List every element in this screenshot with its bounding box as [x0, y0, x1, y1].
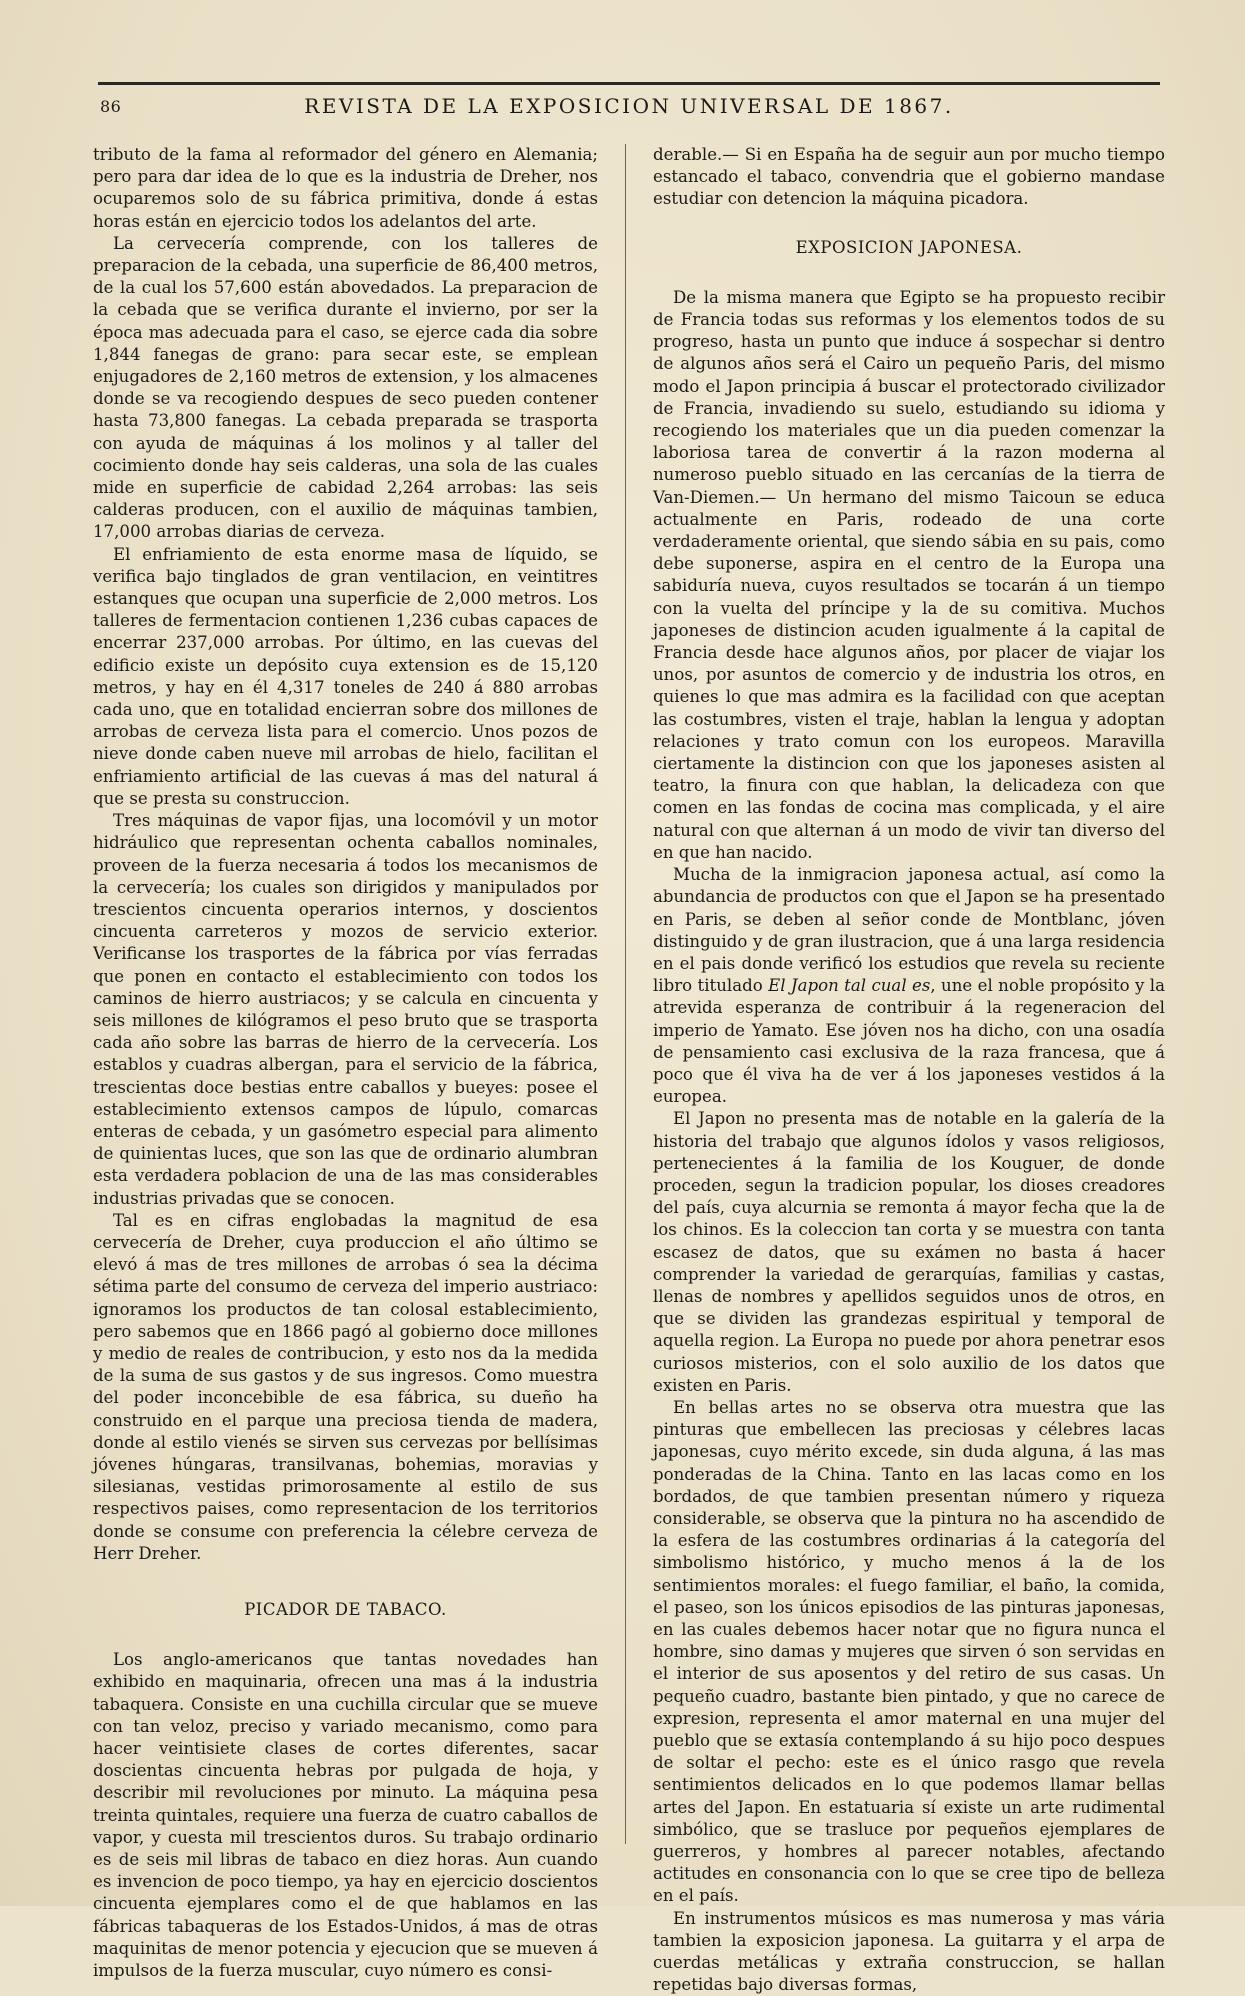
paragraph: En bellas artes no se observa otra muestra que las pinturas que embellecen las preciosas y célebres lacas japonesas, cuyo mérito excede, sin duda alguna, á las mas ponderadas de la China. Tanto en las lacas como en los bordados, de que tambien presentan número y riqueza considerable, se observa que la pintura no ha ascendido de la esfera de las costumbres ordinarias á la categoría del simbolismo histórico, y mucho menos á la de los sentimientos morales: el fuego familiar, el baño, la comida, el paseo, son los únicos episodios de las pinturas japonesas, en las cuales debemos hacer notar que no figura nunca el hombre, sino damas y mujeres que sirven ó son servidas en el interior de sus aposentos y del retiro de sus casas. Un pequeño cuadro, bastante bien pintado, y que no carece de expresion, representa el amor maternal en una mujer del pueblo que se extasía contemplando á su hijo poco despues de soltar el pecho: este es el único rasgo que revela sentimientos delicados en lo que podemos llamar bellas artes del Japon. En estatuaria sí existe un arte rudimental simbólico, que se trasluce por pequeños ejemplares de guerreros, y hombres al parecer notables, afectando actitudes en consonancia con lo que se cree tipo de belleza en el país. — [653, 1397, 1165, 1906]
page-number: 86 — [100, 97, 122, 116]
paragraph: derable.— Si en España ha de seguir aun por mucho tiempo estancado el tabaco, convendria que el gobierno mandase estudiar con detencion la máquina picadora. — [653, 145, 1165, 209]
paragraph: Tres máquinas de vapor fijas, una locomóvil y un motor hidráulico que representan ochenta caballos nominales, proveen de la fuerza necesaria á todos los mecanismos de la cervecería; los cuales son dirigidos y manipulados por trescientos cincuenta operarios internos, y doscientos cincuenta carreteros y mozos de servicio exterior. Verificanse los trasportes de la fábrica por vías ferradas que ponen en contacto el establecimiento con todos los caminos de hierro austriacos; y se calcula en cincuenta y seis millones de kilógramos el peso bruto que se trasporta cada año sobre las barras de hierro de la cervecería. Los establos y cuadras albergan, para el servicio de la fábrica, trescientas doce bestias entre caballos y bueyes: posee el establecimiento extensos campos de lúpulo, comarcas enteras de cebada, y un gasómetro especial para alimento de quinientas luces, que son las que de ordinario alumbran esta verdadera poblacion de una de las mas considerables industrias privadas que se conocen. — [93, 811, 598, 1208]
paragraph: En instrumentos músicos es mas numerosa y mas vária tambien la exposicion japonesa. La guitarra y el arpa de cuerdas metálicas y extraña construccion, se hallan repetidas bajo diversas formas, — [653, 1908, 1165, 1995]
paragraph: El Japon no presenta mas de notable en la galería de la historia del trabajo que algunos ídolos y vasos religiosos, pertenecientes á la familia de los Kouguer, de donde proceden, segun la tradicion popular, los dioses creadores del país, cuya alcurnia se remonta á mayor fecha que la de los chinos. Es la coleccion tan corta y se muestra con tanta escasez de datos, que su exámen no basta á hacer comprender la variedad de gerarquías, familias y castas, llenas de nombres y apellidos seguidos unos de otros, en que se dividen las grandezas espiritual y temporal de aquella region. La Europa no puede por ahora penetrar esos curiosos misterios, con el solo auxilio de los datos que existen en Paris. — [653, 1109, 1165, 1395]
paragraph: De la misma manera que Egipto se ha propuesto recibir de Francia todas sus reformas y los elementos todos de su progreso, hasta un punto que induce á sospechar si dentro de algunos años será el Cairo un pequeño Paris, del mismo modo el Japon principia á buscar el protectorado civilizador de Francia, invadiendo su suelo, estudiando su idioma y recogiendo los materiales que un dia pueden comenzar la laboriosa tarea de convertir á la razon moderna al numeroso pueblo situado en las cercanías de la tierra de Van-Diemen.— Un hermano del mismo Taicoun se educa actualmente en Paris, rodeado de una corte verdaderamente oriental, que siendo sábia en su pais, como debe suponerse, aspira en el centro de la Europa una sabiduría nueva, cuyos resultados se tocarán á un tiempo con la vuelta del príncipe y la de su comitiva. Muchos japoneses de distincion acuden igualmente á la capital de Francia desde hace algunos años, por placer de viajar los unos, por asuntos de comercio y de industria los otros, en quienes lo que mas admira es la facilidad con que aceptan las costumbres, visten el traje, hablan la lengua y adoptan relaciones y trato comun con los europeos. Maravilla ciertamente la distincion con que los japoneses asisten al teatro, la finura con que hablan, la delicadeza con que comen en las fondas de cocina mas complicada, y el aire natural con que alternan á un modo de vivir tan diverso del en que han nacido. — [653, 287, 1165, 862]
book-title: El Japon tal cual es — [768, 976, 931, 996]
column-divider — [625, 144, 626, 1844]
paragraph: Los anglo-americanos que tantas novedades han exhibido en maquinaria, ofrecen una mas á la industria tabaquera. Consiste en una cuchilla circular que se mueve con tan veloz, preciso y variado mecanismo, como para hacer veintisiete clases de cortes diferentes, sacar doscientas cincuenta hebras por pulgada de hoja, y describir mil revoluciones por minuto. La máquina pesa treinta quintales, requiere una fuerza de cuatro caballos de vapor, y cuesta mil trescientos duros. Su trabajo ordinario es de seis mil libras de tabaco en diez horas. Aun cuando es invencion de poco tiempo, ya hay en ejercicio doscientos cincuenta ejemplares como el de que hablamos en las fábricas tabaqueras de los Estados-Unidos, á mas de otras maquinitas de menor potencia y ejecucion que se mueven á impulsos de la fuerza muscular, cuyo número es consi- — [93, 1650, 598, 1981]
paragraph: tributo de la fama al reformador del género en Alemania; pero para dar idea de lo que es la industria de Dreher, nos ocuparemos solo de su fábrica primitiva, donde á estas horas están en ejercicio todos los adelantos del arte. — [93, 145, 598, 231]
section-heading: EXPOSICION JAPONESA. — [795, 237, 1023, 257]
paragraph: La cervecería comprende, con los talleres de preparacion de la cebada, una superficie de 86,400 metros, de la cual los 57,600 están abovedados. La preparacion de la cebada que se verifica durante el invierno, por ser la época mas adecuada para el caso, se ejerce cada dia sobre 1,844 fanegas de grano: para secar este, se emplean enjugadores de 2,160 metros de extension, y los almacenes donde se va recogiendo despues de seco pueden contener hasta 73,800 fanegas. La cebada preparada se trasporta con ayuda de máquinas á los molinos y al taller del cocimiento donde hay seis calderas, una sola de las cuales mide en superficie de cabidad 2,264 arrobas: las seis calderas producen, con el auxilio de máquinas tambien, 17,000 arrobas diarias de cerveza. — [93, 233, 598, 542]
paragraph: Tal es en cifras englobadas la magnitud de esa cervecería de Dreher, cuya produccion el año último se elevó á mas de tres millones de arrobas ó sea la décima sétima parte del consumo de cerveza del imperio austriaco: ignoramos los productos de tan colosal establecimiento, pero sabemos que en 1866 pagó al gobierno doce millones y medio de reales de contribucion, y esto nos da la medida de la suma de sus gastos y de sus ingresos. Como muestra del poder inconcebible de esa fábrica, su dueño ha construido en el parque una preciosa tienda de madera, donde al estilo vienés se sirven sus cervezas por bellísimas jóvenes húngaras, transilvanas, bohemias, moravias y silesianas, vestidas primorosamente al estilo de sus respectivos paises, como representacion de los territorios donde se consume con preferencia la célebre cerveza de Herr Dreher. — [93, 1210, 598, 1563]
paragraph — [653, 864, 1165, 1108]
paragraph-text: Mucha de la inmigracion japonesa actual, así como la abundancia de productos con que el Japon se ha presentado en Paris, se deben al señor conde de Montblanc, jóven distinguido y de gran ilustracion, que á una larga residencia en el pais donde verificó los estudios que revela su reciente libro titulado — [653, 865, 1165, 996]
left-column — [93, 144, 598, 1982]
right-column — [653, 144, 1165, 1996]
paragraph: El enfriamiento de esta enorme masa de líquido, se verifica bajo tinglados de gran ventilacion, en veintitres estanques que ocupan una superficie de 2,000 metros. Los talleres de fermentacion contienen 1,236 cubas capaces de encerrar 237,000 arrobas. Por último, en las cuevas del edificio existe un depósito cuya extension es de 15,120 metros, y hay en él 4,317 toneles de 240 á 880 arrobas cada uno, que en totalidad encierran sobre dos millones de arrobas de cerveza lista para el comercio. Unos pozos de nieve donde caben nueve mil arrobas de hielo, facilitan el enfriamiento artificial de las cuevas á mas del natural á que se presta su construccion. — [93, 544, 598, 808]
page-header — [98, 82, 1160, 118]
paragraph-text: , une el noble propósito y la atrevida esperanza de contribuir á la regeneracion del imperio de Yamato. Ese jóven nos ha dicho, con una osadía de pensamiento casi exclusiva de la raza francesa, que á poco que él viva ha de ver á los japoneses vestidos á la europea. — [653, 976, 1165, 1107]
running-title: REVISTA DE LA EXPOSICION UNIVERSAL DE 1867. — [304, 94, 954, 118]
section-heading: PICADOR DE TABACO. — [244, 1600, 447, 1619]
